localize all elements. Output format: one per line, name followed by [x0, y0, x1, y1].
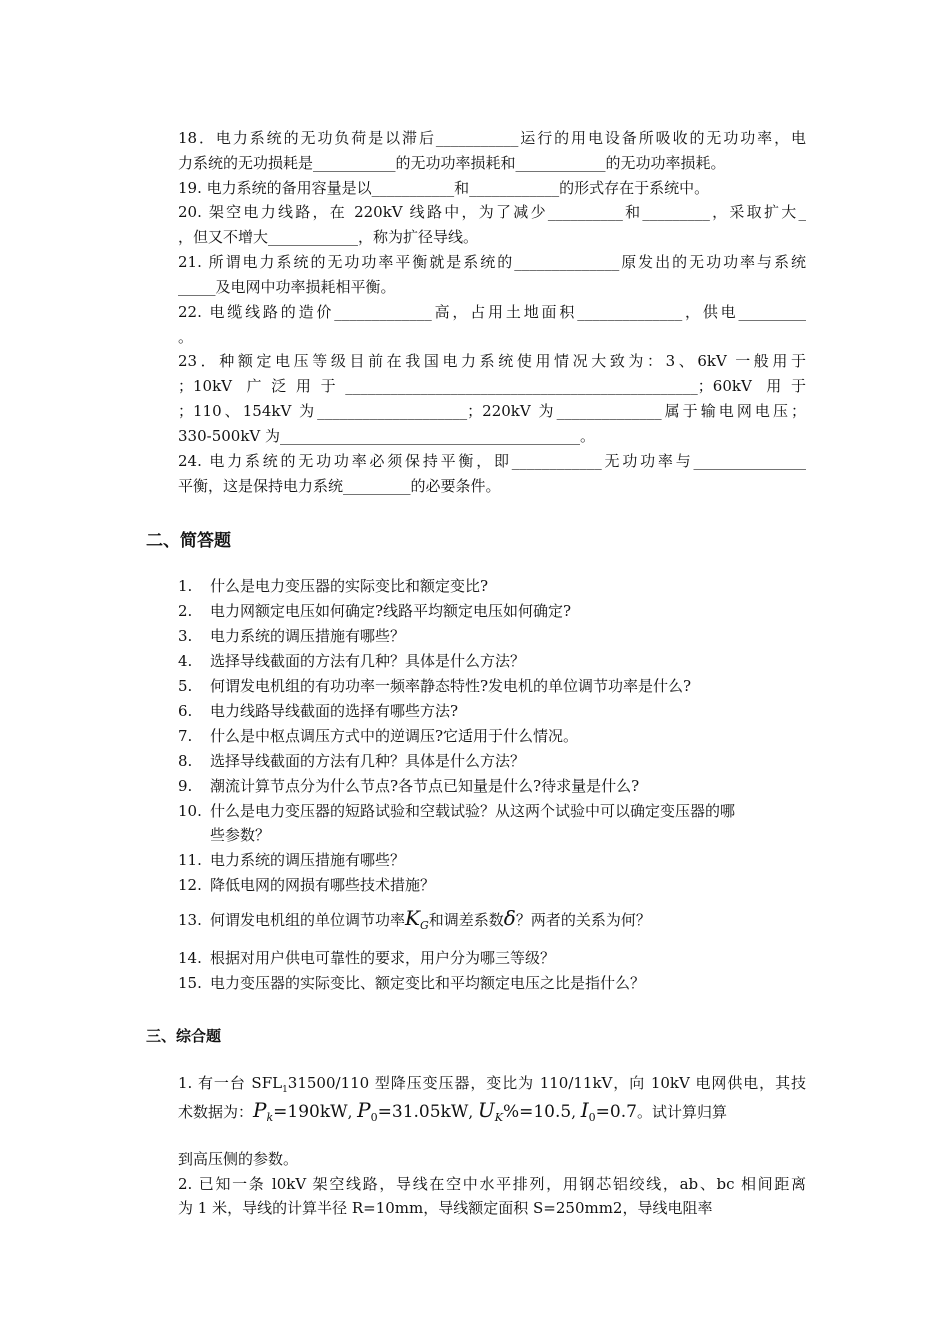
fill-line-23b: ；10kV 广泛用于_______________________________________________；60kV 用于 [178, 377, 806, 395]
q2-line2: 为 1 米，导线的计算半径 R=10mm，导线额定面积 S=250mm2，导线电阻率 [178, 1199, 713, 1217]
list-item [178, 776, 639, 796]
item-number: 6. [178, 702, 193, 720]
fill-line-23d: 330-500kV 为________________________________________。 [178, 427, 596, 445]
fill-line-23c: ；110、154kV 为____________________；220kV 为______________属于输电网电压； [178, 402, 806, 420]
q1-line2: 术数据为：$P_k=190kW$, $P_0=31.05kW$, $U_K\%=10.5$, $I_0=0.7$。试计算归算 [178, 1098, 727, 1124]
list-item [178, 726, 578, 746]
item-text: 何谓发电机组的单位调节功率 [210, 911, 406, 929]
item-number: 2. [178, 602, 193, 620]
item-number: 12. [178, 876, 202, 894]
q1-line1: 1. 有一台 $SFL_131500/110$ 型降压变压器，变比为 110/11kV，向 10kV 电网供电，其技 [178, 1074, 806, 1095]
fill-line-23a: 23．种额定电压等级目前在我国电力系统使用情况大致为：3、6kV 一般用于 [178, 352, 806, 370]
item-text: 电力系统的调压措施有哪些？ [210, 627, 406, 645]
section-title-short-answer: 二、简答题 [146, 531, 231, 551]
list-item [178, 850, 405, 870]
item-number: 7. [178, 727, 193, 745]
item-number: 14. [178, 949, 202, 967]
item-text-continuation: 些参数？ [210, 826, 271, 844]
item-text: 选择导线截面的方法有几种？具体是什么方法？ [210, 652, 526, 670]
kg-subscript: G [419, 919, 429, 932]
item-number: 3. [178, 627, 193, 645]
p0-symbol: P [357, 1098, 371, 1122]
item-number: 10. [178, 802, 202, 820]
uk-symbol: U [477, 1098, 495, 1122]
list-item [178, 601, 571, 621]
i0-symbol: I [580, 1098, 589, 1122]
list-item [178, 751, 525, 771]
item-number: 4. [178, 652, 193, 670]
fill-line-22b: 。 [178, 328, 194, 346]
fill-line-21a: 21. 所谓电力系统的无功功率平衡就是系统的______________原发出的无功功率与系统 [178, 253, 806, 271]
item-text: 潮流计算节点分为什么节点?各节点已知量是什么?待求量是什么? [210, 777, 640, 795]
item-number: 1. [178, 577, 193, 595]
item-number: 5. [178, 677, 193, 695]
item-number: 15. [178, 974, 202, 992]
item-text: 什么是中枢点调压方式中的逆调压?它适用于什么情况。 [210, 727, 579, 745]
item-text: 什么是电力变压器的短路试验和空载试验？从这两个试验中可以确定变压器的哪 [210, 802, 736, 820]
list-item [178, 801, 735, 821]
q2-line1: 2. 已知一条 l0kV 架空线路，导线在空中水平排列，用钢芯铝绞线，ab、bc 相间距离 [178, 1175, 806, 1193]
q1-line3: 到高压侧的参数。 [178, 1150, 299, 1168]
item-text: 什么是电力变压器的实际变比和额定变比? [210, 577, 489, 595]
fill-line-19: 19. 电力系统的备用容量是以___________和____________的形式存在于系统中。 [178, 179, 710, 197]
fill-line-20b: ，但又不增大____________，称为扩径导线。 [178, 228, 479, 246]
fill-line-22a: 22. 电缆线路的造价_____________高，占用土地面积______________，供电_________ [178, 303, 806, 321]
item-text: ？两者的关系为何？ [515, 911, 651, 929]
fill-line-21b: _____及电网中功率损耗相平衡。 [178, 278, 396, 296]
item-text: 电力系统的调压措施有哪些？ [210, 851, 406, 869]
item-text: 电力线路导线截面的选择有哪些方法? [210, 702, 459, 720]
fill-line-24a: 24. 电力系统的无功功率必须保持平衡，即____________无功功率与_______________ [178, 452, 806, 470]
item-number: 13. [178, 911, 202, 929]
item-text: 选择导线截面的方法有几种？具体是什么方法？ [210, 752, 526, 770]
list-item [178, 701, 458, 721]
item-text: 何谓发电机组的有功功率一频率静态特性?发电机的单位调节功率是什么? [210, 677, 692, 695]
item-number: 8. [178, 752, 193, 770]
list-item [178, 948, 555, 968]
list-item [178, 626, 405, 646]
list-item [178, 576, 488, 596]
item-text: 根据对用户供电可靠性的要求，用户分为哪三等级？ [210, 949, 556, 967]
list-item [178, 651, 525, 671]
model-subscript: 1 [282, 1085, 288, 1095]
fill-line-24b: 平衡，这是保持电力系统_________的必要条件。 [178, 477, 501, 495]
pk-symbol: P [253, 1098, 267, 1122]
item-text: 和调差系数 [428, 911, 504, 929]
fill-line-18a: 18．电力系统的无功负荷是以滞后___________运行的用电设备所吸收的无功功率，电 [178, 129, 806, 147]
delta-symbol: δ [503, 906, 516, 930]
item-text: 电力网额定电压如何确定?线路平均额定电压如何确定? [210, 602, 572, 620]
item-text: 电力变压器的实际变比、额定变比和平均额定电压之比是指什么？ [210, 974, 646, 992]
list-item [178, 905, 651, 939]
item-number: 9. [178, 777, 193, 795]
kg-symbol: K [405, 906, 420, 930]
list-item [178, 973, 645, 993]
section-title-comprehensive: 三、综合题 [146, 1027, 222, 1045]
item-number: 11. [178, 851, 202, 869]
fill-line-18b: 力系统的无功损耗是___________的无功功率损耗和____________的无功功率损耗。 [178, 154, 726, 172]
list-item [178, 676, 691, 696]
list-item [178, 875, 435, 895]
item-text: 降低电网的网损有哪些技术措施？ [210, 876, 436, 894]
fill-line-20a: 20. 架空电力线路，在 220kV 线路中，为了减少__________和_________，采取扩大_ [178, 203, 806, 221]
